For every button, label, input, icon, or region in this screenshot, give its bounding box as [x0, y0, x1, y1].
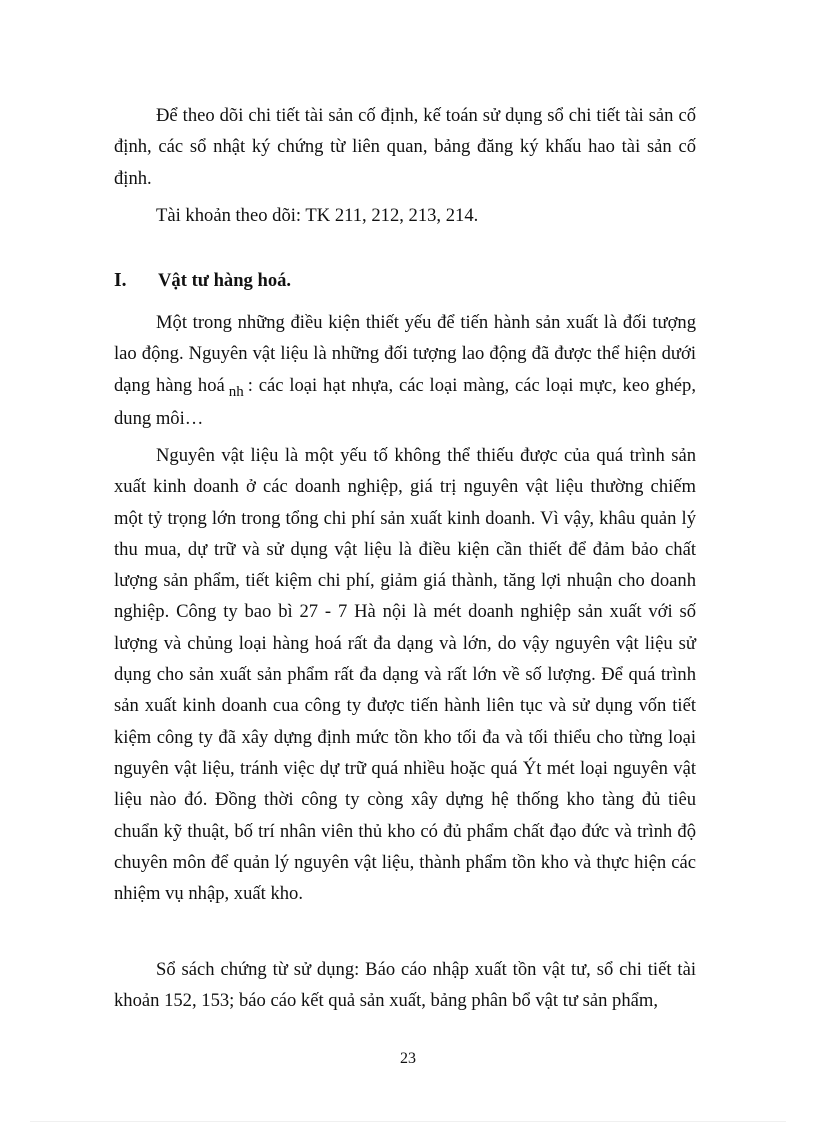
section-title: Vật tư hàng hoá.	[158, 270, 292, 291]
section-heading	[114, 265, 696, 296]
paragraph-goods-subscript: nh	[228, 383, 244, 400]
page-number: 23	[400, 1050, 416, 1067]
page-bottom-edge	[30, 1121, 786, 1122]
paragraph-bookkeeping: Sổ sách chứng từ sử dụng: Báo cáo nhập xuất tồn vật tư, sổ chi tiết tài khoản 152, 153; báo cáo kết quả sản xuất, bảng phân bổ vật tư sản phẩm,	[114, 959, 696, 1012]
paragraph-goods	[114, 307, 696, 434]
paragraph-goods-text: Một trong những điều kiện thiết yếu để tiến hành sản xuất là đối tượng lao động. Nguyên vật liệu là những đối tượng lao động đã được thể hiện dưới dạng hàng hoá	[114, 312, 696, 396]
paragraph-raw-materials: Nguyên vật liệu là một yếu tố không thể thiếu được của quá trình sản xuất kinh doanh ở các doanh nghiệp, giá trị nguyên vật liệu thường chiếm một tỷ trọng lớn trong tổng chi phí sản xuất kinh doanh. Vì vậy, khâu quản lý thu mua, dự trữ và sử dụng vật liệu là điều kiện cần thiết để đảm bảo chất lượng sản phẩm, tiết kiệm chi phí, giảm giá thành, tăng lợi nhuận cho doanh nghiệp. Công ty bao bì 27 - 7 Hà nội là mét doanh nghiệp sản xuất với số lượng và chủng loại hàng hoá rất đa dạng và lớn, do vậy nguyên vật liệu sử dụng cho sản xuất sản phẩm rất đa dạng và rất lớn về số lượng. Để quá trình sản xuất kinh doanh cua công ty được tiến hành liên tục và sử dụng vốn tiết kiệm công ty đã xây dựng định mức tồn kho tối đa và tối thiểu cho từng loại nguyên vật liệu, tránh việc dự trữ quá nhiều hoặc quá Ýt mét loại nguyên vật liệu nào đó. Đồng thời công ty còng xây dựng hệ thống kho tàng đủ tiêu chuẩn kỹ thuật, bố trí nhân viên thủ kho có đủ phẩm chất đạo đức và trình độ chuyên môn để quản lý nguyên vật liệu, thành phẩm tồn kho và thực hiện các nhiệm vụ nhập, xuất kho.	[114, 445, 696, 905]
paragraph-accounts: Tài khoản theo dõi: TK 211, 212, 213, 214.	[156, 205, 479, 226]
paragraph-goods-text-end: : các loại hạt nhựa, các loại màng, các loại mực, keo ghép, dung môi…	[114, 374, 696, 429]
section-number: I.	[114, 270, 127, 291]
paragraph-fixed-assets-tracking: Để theo dõi chi tiết tài sản cố định, kế toán sử dụng sổ chi tiết tài sản cố định, các sổ nhật ký chứng từ liên quan, bảng đăng ký khấu hao tài sản cố định.	[114, 105, 696, 189]
